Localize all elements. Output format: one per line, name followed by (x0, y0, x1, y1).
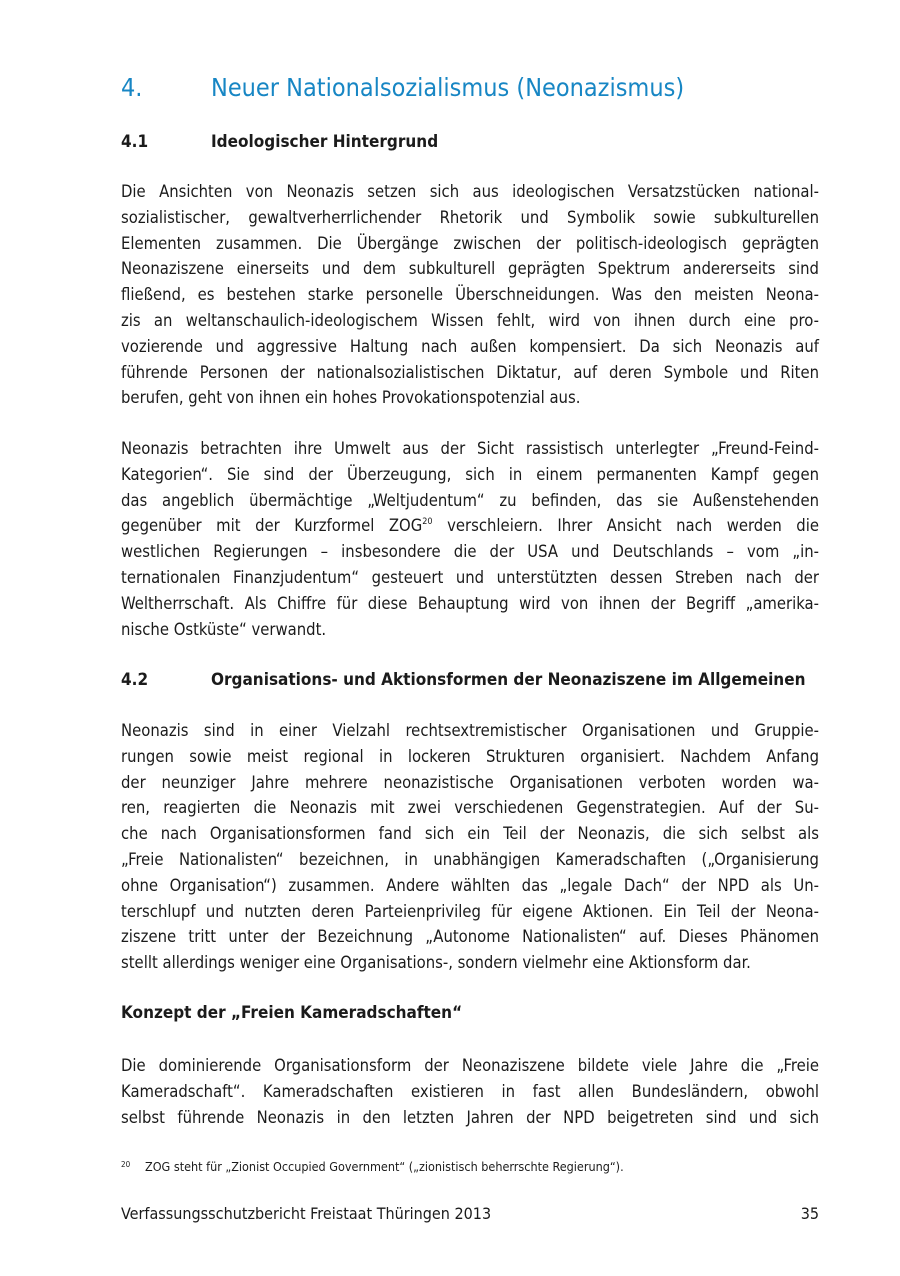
subsection-heading-4-2 (121, 669, 819, 691)
subsection-title: Ideologischer Hintergrund (211, 132, 439, 152)
subheading-kameradschaften: Konzept der „Freien Kameradschaften“ (121, 1003, 463, 1023)
paragraph-kameradschaften (121, 1053, 819, 1130)
text-line: stellt allerdings weniger eine Organisations-, sondern vielmehr eine Aktionsform dar. (121, 953, 751, 973)
text-line: Kameradschaft“. Kameradschaften existieren in fast allen Bundesländern, obwohl (121, 1081, 819, 1101)
text-line: Neonaziszene einerseits und dem subkulturell geprägten Spektrum andererseits sind (121, 259, 819, 279)
footnote-text: ZOG steht für „Zionist Occupied Government“ („zionistisch beherrschte Regierung“). (145, 1159, 624, 1174)
text-line: der neunziger Jahre mehrere neonazistische Organisationen verboten worden wa- (121, 772, 819, 792)
text-line: Die Ansichten von Neonazis setzen sich aus ideologischen Versatzstücken national- (121, 182, 819, 201)
section-number: 4. (121, 73, 143, 102)
text-line: Die dominierende Organisationsform der Neonaziszene bildete viele Jahre die „Freie (121, 1056, 819, 1075)
text-line: „Freie Nationalisten“ bezeichnen, in unabhängigen Kameradschaften („Organisierung (121, 849, 819, 869)
text-fragment: verschleiern. Ihrer Ansicht nach werden die (432, 516, 819, 536)
subsection-number: 4.1 (121, 132, 149, 152)
text-line: Kategorien“. Sie sind der Überzeugung, sich in einem permanenten Kampf gegen (121, 464, 819, 484)
paragraph-worldview (121, 436, 819, 642)
text-fragment: gegenüber mit der Kurzformel ZOG (121, 516, 423, 536)
text-line: ren, reagierten die Neonazis mit zwei verschiedenen Gegenstrategien. Auf der Su- (121, 798, 819, 818)
subsection-heading-4-1 (121, 131, 819, 153)
section-heading (121, 72, 819, 104)
text-line: selbst führende Neonazis in den letzten Jahren der NPD beigetreten sind und sich (121, 1107, 819, 1127)
text-line: zis an weltanschaulich-ideologischem Wissen fehlt, wird von ihnen durch eine pro- (121, 310, 819, 330)
text-line: ternationalen Finanzjudentum“ gesteuert und unterstützten dessen Streben nach der (121, 567, 819, 587)
text-line: Elementen zusammen. Die Übergänge zwischen der politisch-ideologisch geprägten (121, 233, 819, 253)
text-line: sozialistischer, gewaltverherrlichender Rhetorik und Symbolik sowie subkulturellen (121, 207, 819, 227)
text-line: berufen, geht von ihnen ein hohes Provokationspotenzial aus. (121, 388, 581, 408)
text-line: ziszene tritt unter der Bezeichnung „Autonome Nationalisten“ auf. Dieses Phänomen (121, 927, 819, 947)
footnote-reference[interactable]: 20 (422, 517, 433, 528)
footnote (121, 1157, 819, 1175)
text-line: das angeblich übermächtige „Weltjudentum“ zu befinden, das sie Außenstehenden (121, 490, 819, 510)
text-line: fließend, es bestehen starke personelle Überschneidungen. Was den meisten Neona- (121, 285, 819, 305)
subsection-number: 4.2 (121, 670, 149, 690)
text-line: ohne Organisation“) zusammen. Andere wählten das „legale Dach“ der NPD als Un- (121, 875, 819, 895)
text-line: che nach Organisationsformen fand sich ein Teil der Neonazis, die sich selbst als (121, 824, 819, 844)
text-line: terschlupf und nutzten deren Parteienprivileg für eigene Aktionen. Ein Teil der Neona- (121, 901, 819, 921)
text-line: Weltherrschaft. Als Chiffre für diese Behauptung wird von ihnen der Begriff „amerika- (121, 593, 819, 613)
text-line: vozierende und aggressive Haltung nach außen kompensiert. Da sich Neonazis auf (121, 336, 819, 356)
page-number: 35 (800, 1204, 819, 1223)
text-line: Neonazis betrachten ihre Umwelt aus der Sicht rassistisch unterlegter „Freund-Feind- (121, 439, 819, 458)
text-line: führende Personen der nationalsozialistischen Diktatur, auf deren Symbole und Riten (121, 362, 819, 382)
text-line: rungen sowie meist regional in lockeren Strukturen organisiert. Nachdem Anfang (121, 746, 819, 766)
subsection-title: Organisations- und Aktionsformen der Neonaziszene im Allgemeinen (211, 670, 806, 690)
text-line: nische Ostküste“ verwandt. (121, 619, 327, 639)
section-title: Neuer Nationalsozialismus (Neonazismus) (211, 73, 685, 102)
paragraph-ideology (121, 179, 819, 411)
page-footer (121, 1203, 819, 1225)
text-line: westlichen Regierungen – insbesondere die der USA und Deutschlands – vom „in- (121, 542, 819, 562)
paragraph-organisation (121, 718, 819, 976)
text-line-with-footnote (121, 513, 819, 539)
text-line: Neonazis sind in einer Vielzahl rechtsextremistischer Organisationen und Gruppie- (121, 721, 819, 740)
footer-title: Verfassungsschutzbericht Freistaat Thüringen 2013 (121, 1204, 492, 1223)
footnote-number: 20 (121, 1160, 131, 1169)
